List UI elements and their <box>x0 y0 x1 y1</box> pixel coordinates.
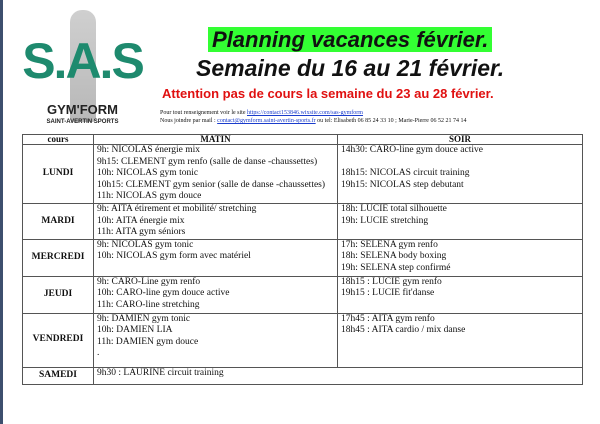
class-entry: 11h: CARO-line stretching <box>97 299 200 310</box>
table-row <box>23 367 583 384</box>
warning-notice: Attention pas de cours la semaine du 23 au 28 février. <box>162 86 494 101</box>
class-entry: 19h15 : LUCIE fit'danse <box>341 288 435 298</box>
class-entry <box>341 157 579 169</box>
class-entry: 17h45 : AITA gym renfo <box>341 313 435 324</box>
day-cell: MERCREDI <box>23 239 94 276</box>
day-cell: LUNDI <box>23 145 94 204</box>
class-entry: 18h15 : LUCIE gym renfo <box>341 276 442 287</box>
schedule-table <box>22 134 583 385</box>
contact-info <box>160 109 466 125</box>
table-row <box>23 145 583 204</box>
class-entry: 9h: NICOLAS gym tonic <box>97 239 194 250</box>
soir-cell <box>338 145 583 204</box>
class-entry: 9h15: CLEMENT gym renfo (salle de danse -chaussettes) <box>97 156 318 167</box>
class-entry: 11h: NICOLAS gym douce <box>97 191 202 201</box>
soir-cell <box>338 313 583 367</box>
matin-cell <box>94 145 338 204</box>
window-edge <box>0 0 3 424</box>
matin-cell <box>94 367 583 384</box>
class-entry: 9h30 : LAURINE circuit training <box>97 367 224 378</box>
table-row <box>23 276 583 313</box>
class-entry: 11h: DAMIEN gym douce <box>97 336 199 347</box>
class-entry: 10h: CARO-line gym douce active <box>97 288 230 298</box>
class-entry: 10h: DAMIEN LIA <box>97 325 173 335</box>
class-entry: 19h: LUCIE stretching <box>341 215 429 226</box>
info-text: Nous joindre par mail : <box>160 118 218 124</box>
matin-cell <box>94 313 338 367</box>
class-entry: 19h: SELENA step confirmé <box>341 262 451 273</box>
header-cours: cours <box>23 135 94 145</box>
page-title: Planning vacances février. <box>208 27 492 52</box>
class-entry: 9h: CARO-Line gym renfo <box>97 276 201 287</box>
matin-cell <box>94 239 338 276</box>
class-entry: 10h: NICOLAS gym tonic <box>97 168 199 178</box>
mail-link[interactable]: contact@gymform.saint-avertin-sports.fr <box>217 118 316 124</box>
table-row <box>23 313 583 367</box>
matin-cell <box>94 276 338 313</box>
header-soir: SOIR <box>338 135 583 145</box>
sas-gymform-logo <box>20 8 145 126</box>
logo-sas: S.A.S <box>22 33 143 89</box>
soir-cell <box>338 276 583 313</box>
site-link[interactable]: https://contact153846.wixsite.com/sas-gymform <box>246 110 363 116</box>
class-entry: 9h: NICOLAS énergie mix <box>97 145 200 155</box>
week-subtitle: Semaine du 16 au 21 février. <box>196 55 505 81</box>
logo-subtitle: SAINT-AVERTIN SPORTS <box>46 119 119 125</box>
class-entry: 18h: LUCIE total silhouette <box>341 204 447 214</box>
day-cell: SAMEDI <box>23 367 94 384</box>
table-row <box>23 204 583 240</box>
class-entry: 14h30: CARO-line gym douce active <box>341 145 483 155</box>
info-text: Pour tout renseignement voir le site <box>160 110 247 116</box>
class-entry: 9h: DAMIEN gym tonic <box>97 313 191 324</box>
table-row <box>23 239 583 276</box>
class-entry: 10h15: CLEMENT gym senior (salle de danse -chaussettes) <box>97 179 326 190</box>
class-entry: 9h: AITA étirement et mobilité/ stretching <box>97 204 257 214</box>
header-matin: MATIN <box>94 135 338 145</box>
class-entry: 19h15: NICOLAS step debutant <box>341 179 464 190</box>
day-cell: MARDI <box>23 204 94 240</box>
class-entry: 10h: AITA énergie mix <box>97 215 185 226</box>
class-entry: 18h15: NICOLAS circuit training <box>341 168 470 178</box>
phone-text: ou tel: Elisabeth 06 85 24 33 10 ; Marie-Pierre 06 52 21 74 14 <box>315 118 467 124</box>
soir-cell <box>338 204 583 240</box>
class-entry: 11h: AITA gym séniors <box>97 227 186 237</box>
matin-cell <box>94 204 338 240</box>
class-entry: . <box>97 348 100 358</box>
day-cell: VENDREDI <box>23 313 94 367</box>
logo-gymform: GYM'FORM <box>47 102 118 117</box>
soir-cell <box>338 239 583 276</box>
day-cell: JEUDI <box>23 276 94 313</box>
class-entry: 18h45 : AITA cardio / mix danse <box>341 325 466 335</box>
class-entry: 18h: SELENA body boxing <box>341 251 447 261</box>
class-entry: 17h: SELENA gym renfo <box>341 239 438 250</box>
class-entry: 10h: NICOLAS gym form avec matériel <box>97 251 251 261</box>
